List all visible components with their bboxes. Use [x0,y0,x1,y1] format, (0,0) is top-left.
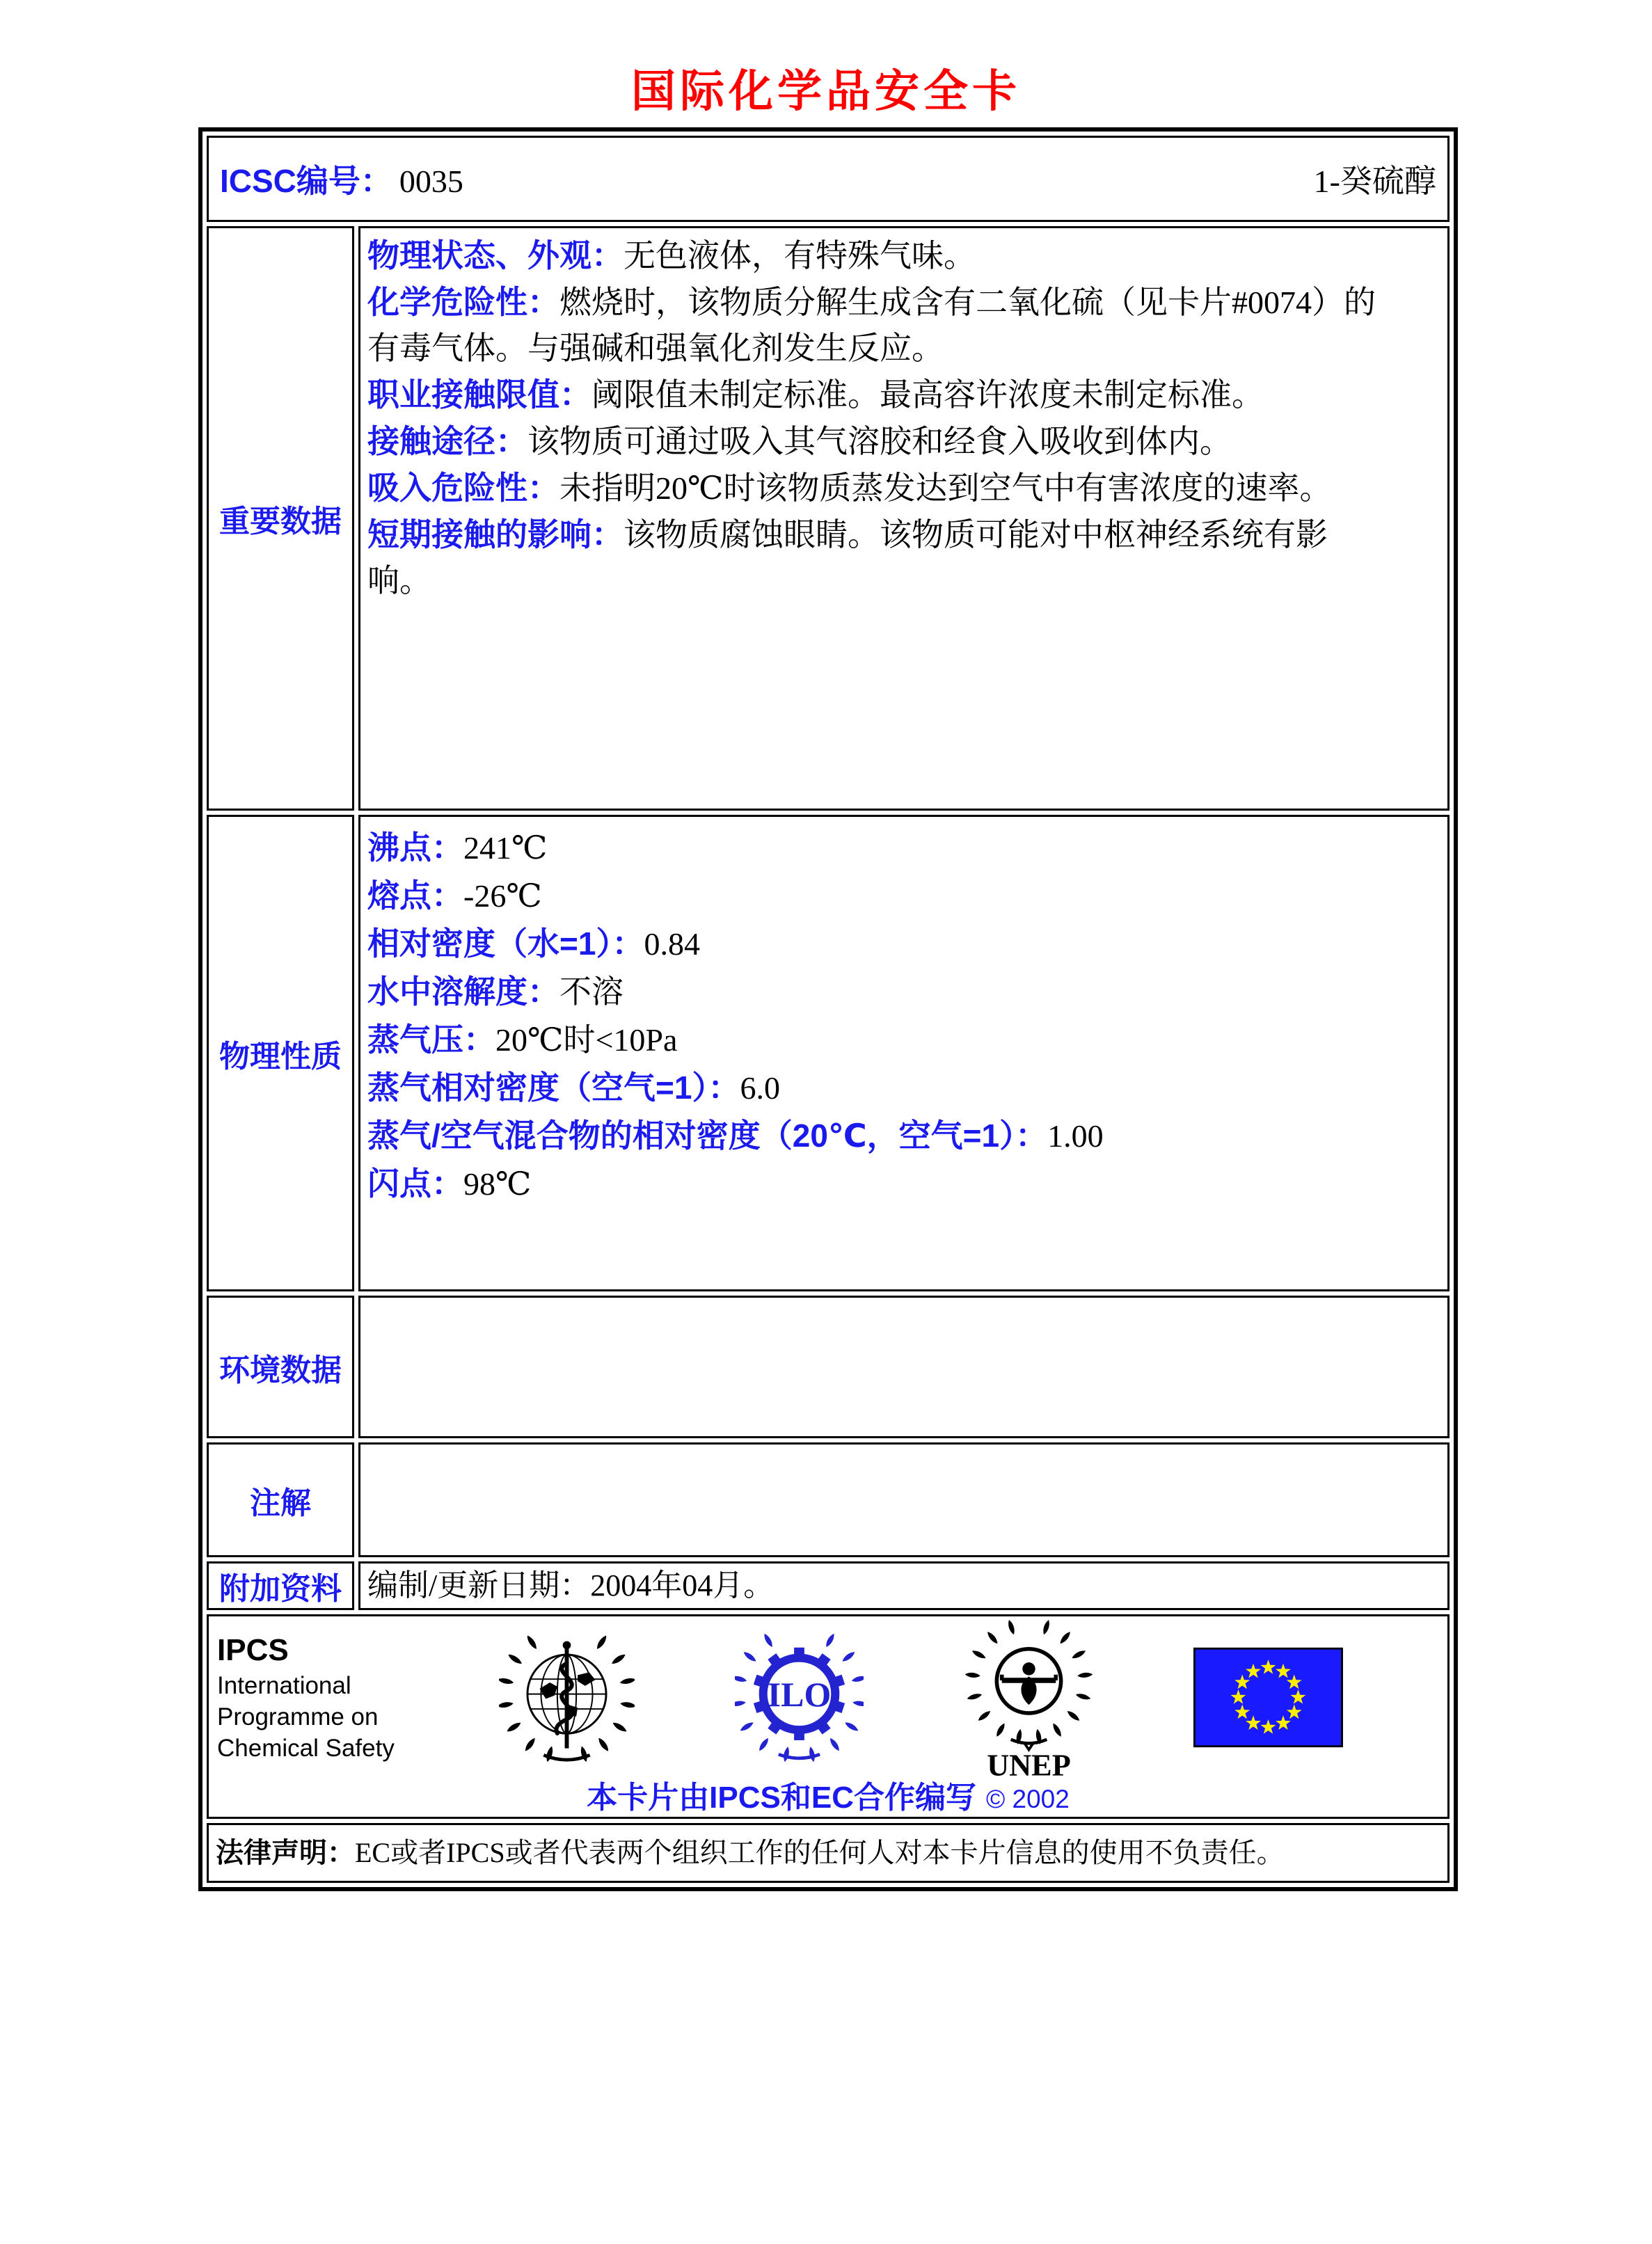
header-cell [207,136,1450,222]
data-line [367,968,1380,1016]
section-label-physical-properties: 物理性质 [207,815,354,1291]
field-label: 蒸气压： [367,1021,495,1058]
data-line [367,824,1380,872]
data-line [367,1160,1380,1208]
environmental-data-row [207,1296,1450,1438]
copyright-text: © 2002 [985,1785,1070,1813]
page-title: 国际化学品安全卡 [631,66,1021,116]
field-value: -26℃ [463,878,542,914]
section-label-notes: 注解 [207,1442,354,1557]
footer-cell [207,1614,1450,1819]
header-row [207,136,1450,222]
update-date-value: 2004年04月。 [590,1568,775,1602]
data-line [367,232,1380,279]
credit-text: 本卡片由IPCS和EC合作编写 [587,1781,976,1815]
data-line [367,279,1380,372]
notes-content [358,1442,1450,1557]
field-label: 沸点： [367,829,463,866]
icsc-number-value: 0035 [399,164,463,199]
field-value: 0.84 [644,926,700,962]
field-value: 6.0 [740,1070,780,1106]
field-label: 接触途径： [367,423,527,459]
field-label: 物理状态、外观： [367,237,624,273]
field-value: 不溶 [559,974,624,1010]
environmental-data-content [358,1296,1450,1438]
data-line [367,1064,1380,1112]
data-line [367,372,1380,418]
data-line [367,511,1380,604]
notes-row [207,1442,1450,1557]
legal-label: 法律声明： [216,1838,355,1868]
section-label-additional-info: 附加资料 [207,1561,354,1610]
field-value: 无色液体，有特殊气味。 [624,238,976,273]
important-data-row [207,226,1450,811]
legal-cell [207,1823,1450,1883]
physical-properties-content [358,815,1450,1291]
data-line [367,418,1380,465]
logos-row [209,1622,1447,1781]
physical-properties-row [207,815,1450,1291]
field-label: 相对密度（水=1）： [367,925,644,962]
field-label: 职业接触限值： [367,376,591,413]
important-data-content [358,226,1450,811]
field-value: 20℃时<10Pa [495,1022,678,1058]
footer-row [207,1614,1450,1819]
additional-info-row [207,1561,1450,1610]
data-line [367,920,1380,968]
eu-flag-icon [1193,1647,1343,1748]
field-label: 短期接触的影响： [367,516,624,552]
field-value: 未指明20℃时该物质蒸发达到空气中有害浓度的速率。 [559,470,1332,506]
ipcs-line: Programme on [217,1703,379,1730]
who-logo-icon [499,1626,635,1769]
field-value: 241℃ [463,830,548,866]
field-label: 熔点： [367,877,463,914]
section-label-environmental-data: 环境数据 [207,1296,354,1438]
ipcs-line: International [217,1671,351,1699]
field-value: 1.00 [1047,1118,1104,1154]
field-label: 水中溶解度： [367,973,559,1010]
field-label: 蒸气相对密度（空气=1）： [367,1069,740,1106]
field-label: 化学危险性： [367,284,559,320]
field-value: 燃烧时，该物质分解生成含有二氧化硫（见卡片#0074）的有毒气体。与强碱和强氧化剂发生反应。 [367,285,1376,366]
legal-row [207,1823,1450,1883]
chemical-name: 1-癸硫醇 [1313,164,1436,199]
ipcs-line: Chemical Safety [217,1734,395,1762]
icsc-number-label: ICSC编号： [220,163,392,199]
data-line [367,465,1380,511]
field-value: 该物质腐蚀眼睛。该物质可能对中枢神经系统有影响。 [367,517,1328,598]
field-value: 阈限值未制定标准。最高容许浓度未制定标准。 [591,377,1264,413]
data-line [367,1016,1380,1064]
legal-text: EC或者IPCS或者代表两个组织工作的任何人对本卡片信息的使用不负责任。 [355,1837,1285,1868]
field-label: 闪点： [367,1165,463,1202]
ipcs-title: IPCS [217,1632,289,1667]
unep-logo-icon [964,1614,1093,1781]
icsc-card-table [198,127,1458,1891]
icsc-number [220,156,463,202]
field-label: 吸入危险性： [367,470,559,506]
ilo-logo-icon [735,1628,864,1767]
data-line [367,872,1380,920]
additional-info-content [358,1561,1450,1610]
field-value: 98℃ [463,1166,532,1202]
update-date-label: 编制/更新日期： [367,1568,591,1602]
ipcs-block [217,1631,398,1764]
data-line [367,1112,1380,1160]
unep-label: UNEP [986,1748,1071,1781]
field-label: 蒸气/空气混合物的相对密度（20℃，空气=1）： [367,1117,1048,1154]
credit-line [209,1772,1447,1817]
ilo-letters: ILO [767,1674,832,1714]
section-label-important-data: 重要数据 [207,226,354,811]
field-value: 该物质可通过吸入其气溶胶和经食入吸收到体内。 [527,424,1232,459]
